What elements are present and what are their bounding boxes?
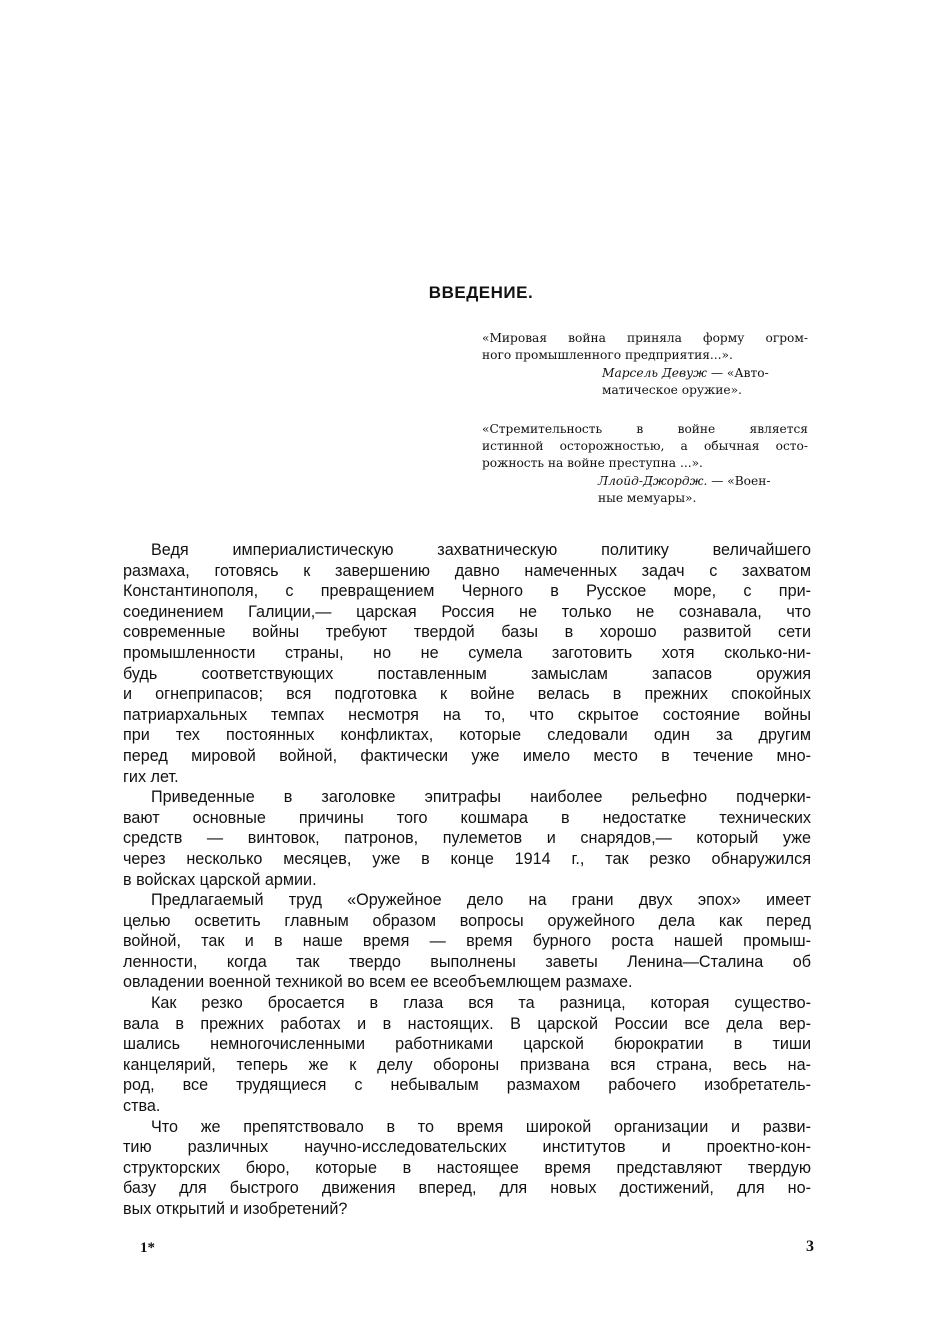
paragraph: [123, 787, 811, 890]
epigraphs: [482, 330, 808, 525]
text-line: гих лет.: [123, 767, 179, 786]
epigraph-quote-line: ного промышленного предприятия...».: [482, 348, 733, 362]
epigraph-source: матическое оружие».: [602, 383, 742, 397]
text-line: род, все трудящиеся с небывалым размахом рабочего изобретатель-: [123, 1076, 811, 1095]
text-line: вала в прежних работах и в настоящих. В царской России все дела вер-: [123, 1014, 811, 1033]
epigraph-author: Марсель Девуж: [602, 366, 707, 380]
text-line: войной, так и в наше время — время бурного роста нашей промыш-: [123, 932, 811, 951]
signature-mark: 1*: [140, 1240, 155, 1256]
paragraph: [123, 890, 811, 993]
epigraph-quote-line: истинной осторожностью, а обычная осто-: [482, 439, 808, 453]
epigraph-quote: [482, 421, 808, 472]
text-line: Приведенные в заголовке эпитрафы наиболее рельефно подчерки-: [151, 788, 811, 807]
epigraph-attribution: [602, 365, 808, 399]
epigraph-quote-line: «Стремительность в войне является: [482, 422, 808, 436]
text-line: средств — винтовок, патронов, пулеметов и снарядов,— который уже: [123, 829, 811, 848]
text-line: ства.: [123, 1097, 161, 1116]
text-line: в войсках царской армии.: [123, 870, 317, 889]
epigraph-source: — «Воен-: [711, 474, 771, 488]
text-line: целью осветить главным образом вопросы оружейного дела как перед: [123, 911, 811, 930]
text-line: перед мировой войной, фактически уже имело место в течение мно-: [123, 746, 811, 765]
text-line: ленности, когда так твердо выполнены заветы Ленина—Сталина об: [123, 952, 811, 971]
text-line: и огнеприпасов; вся подготовка к войне велась в прежних спокойных: [123, 685, 811, 704]
paragraph: [123, 1117, 811, 1220]
body-text: [123, 540, 811, 1220]
text-line: при тех постоянных конфликтах, которые следовали один за другим: [123, 726, 811, 745]
paragraph: [123, 540, 811, 787]
epigraph-source: ные мемуары».: [598, 491, 697, 505]
epigraph-quote: [482, 330, 808, 364]
paragraph: [123, 993, 811, 1117]
text-line: шались немногочисленными работниками царской бюрократии в тиши: [123, 1035, 811, 1054]
text-line: патриархальных темпах несмотря на то, что скрытое состояние войны: [123, 705, 811, 724]
text-line: через несколько месяцев, уже в конце 1914 г., так резко обнаружился: [123, 849, 811, 868]
text-line: соединением Галиции,— царская Россия не только не сознавала, что: [123, 602, 811, 621]
text-line: размаха, готовясь к завершению давно намеченных задач с захватом: [123, 561, 811, 580]
text-line: будь соответствующих поставленным замыслам запасов оружия: [123, 664, 811, 683]
text-line: промышленности страны, но не сумела заготовить хотя сколько-ни-: [123, 643, 811, 662]
text-line: Что же препятствовало в то время широкой организации и разви-: [151, 1117, 811, 1136]
text-line: канцелярий, теперь же к делу обороны призвана вся страна, весь на-: [123, 1055, 811, 1074]
epigraph-quote-line: «Мировая война приняла форму огром-: [482, 331, 808, 345]
text-line: Как резко бросается в глаза вся та разница, которая существо-: [151, 994, 811, 1013]
text-line: тию различных научно-исследовательских институтов и проектно-кон-: [123, 1138, 811, 1157]
epigraph-1: [482, 330, 808, 399]
text-line: структорских бюро, которые в настоящее время представляют твердую: [123, 1158, 811, 1177]
epigraph-source: — «Авто-: [710, 366, 769, 380]
epigraph-quote-line: рожность на войне преступна ...».: [482, 456, 703, 470]
page-title: ВВЕДЕНИЕ.: [428, 283, 534, 302]
page-number: 3: [806, 1238, 814, 1255]
text-line: Предлагаемый труд «Оружейное дело на грани двух эпох» имеет: [151, 891, 811, 910]
text-line: современные войны требуют твердой базы в хорошо развитой сети: [123, 623, 811, 642]
epigraph-attribution: [598, 473, 808, 507]
text-line: вых открытий и изобретений?: [123, 1200, 348, 1218]
text-line: базу для быстрого движения вперед, для новых достижений, для но-: [123, 1179, 811, 1198]
epigraph-2: [482, 421, 808, 507]
text-line: Ведя империалистическую захватническую политику величайшего: [151, 541, 811, 559]
text-line: вают основные причины того кошмара в недостатке технических: [123, 808, 811, 827]
text-line: Константинополя, с превращением Черного в Русское море, с при-: [123, 582, 811, 601]
epigraph-author: Ллойд-Джордж.: [598, 474, 708, 488]
text-line: овладении военной техникой во всем ее всеобъемлющем размахе.: [123, 973, 633, 992]
